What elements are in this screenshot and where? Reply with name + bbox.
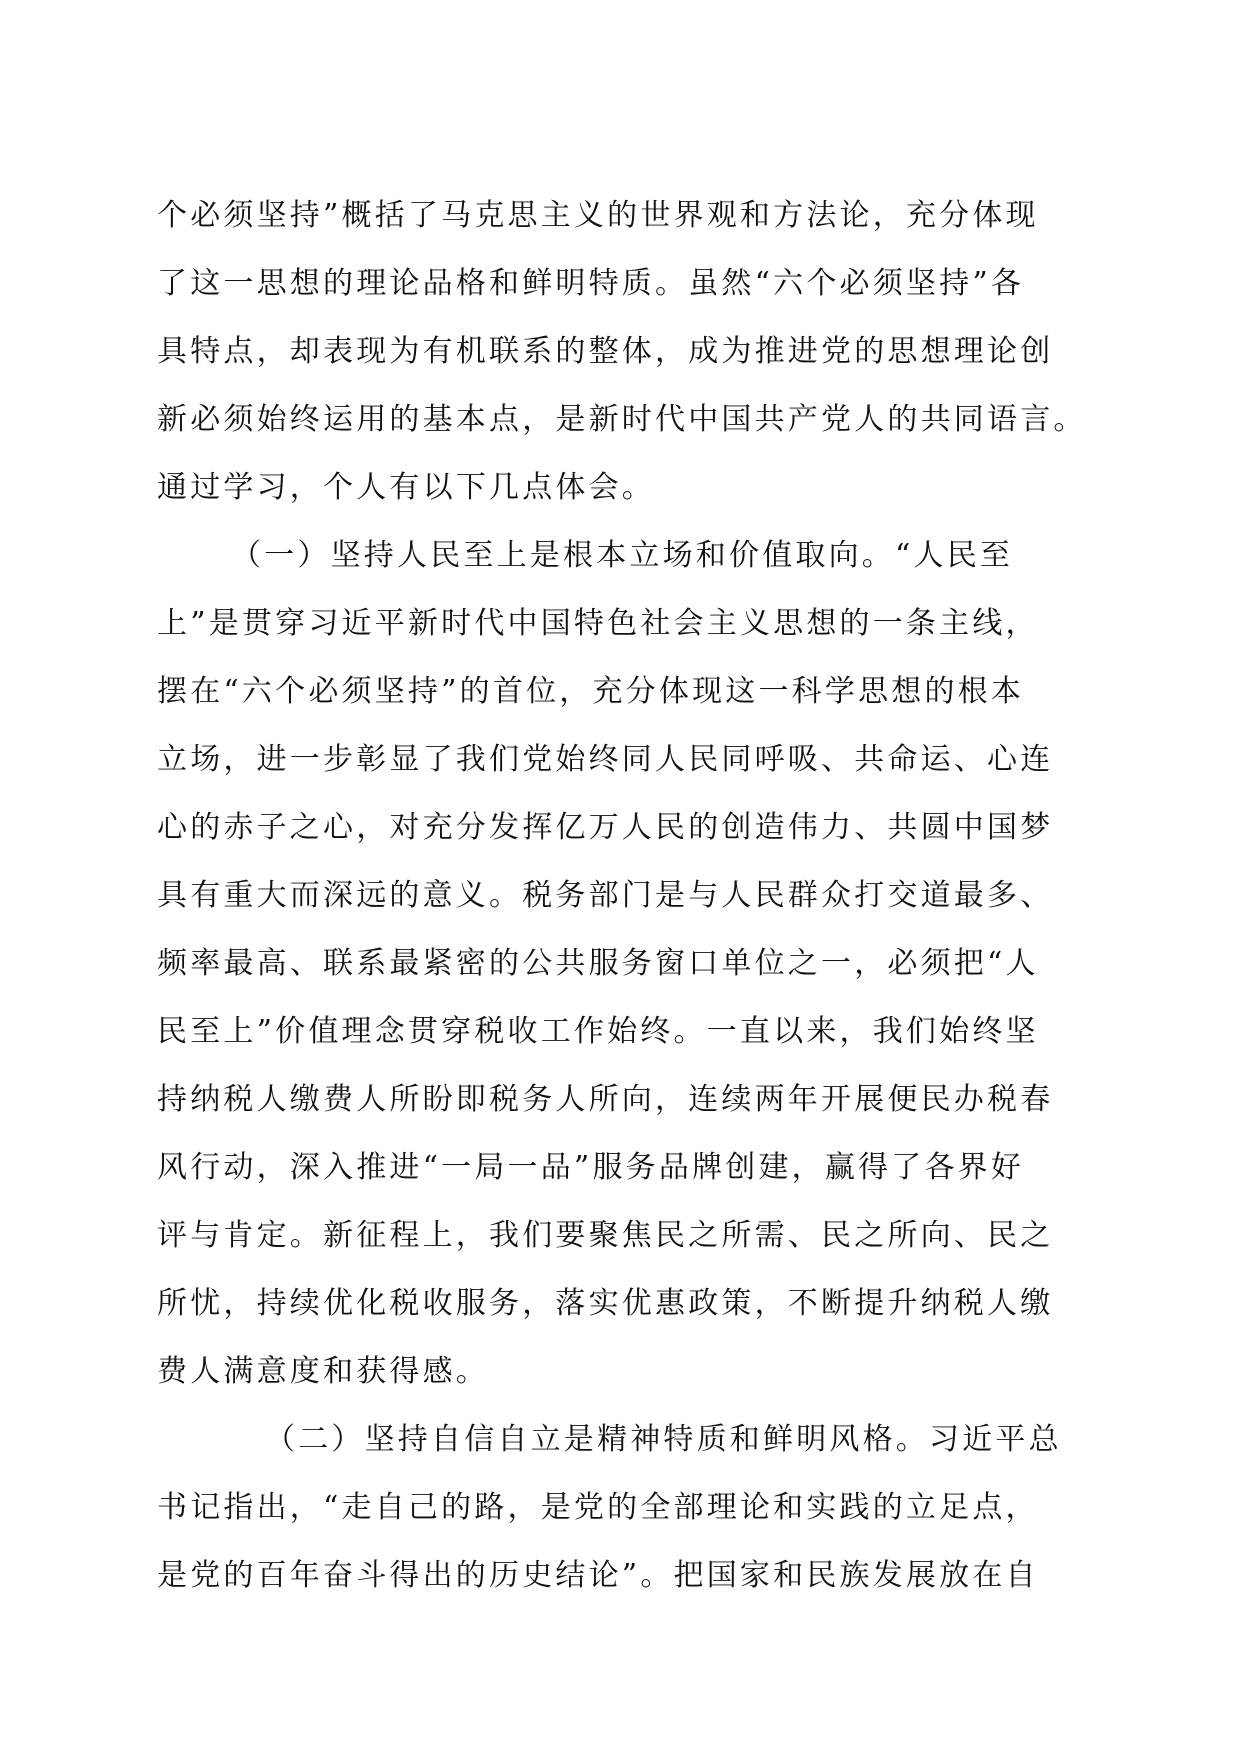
text-line: 摆在“六个必须坚持”的首位，充分体现这一科学思想的根本 xyxy=(157,674,1025,709)
text-line: 频率最高、联系最紧密的公共服务窗口单位之一，必须把“人 xyxy=(157,946,1039,981)
text-line: 风行动，深入推进“一局一品”服务品牌创建，赢得了各界好 xyxy=(157,1150,1025,1185)
text-line: 上”是贯穿习近平新时代中国特色社会主义思想的一条主线， xyxy=(157,606,1039,641)
text-line: 具有重大而深远的意义。税务部门是与人民群众打交道最多、 xyxy=(157,878,1054,913)
text-line: 评与肯定。新征程上，我们要聚焦民之所需、民之所向、民之 xyxy=(157,1218,1054,1253)
text-line: 书记指出，“走自己的路，是党的全部理论和实践的立足点， xyxy=(157,1490,1039,1525)
text-line: 立场，进一步彰显了我们党始终同人民同呼吸、共命运、心连 xyxy=(157,742,1054,777)
text-line: 是党的百年奋斗得出的历史结论”。把国家和民族发展放在自 xyxy=(157,1558,1039,1593)
text-line: 费人满意度和获得感。 xyxy=(157,1354,489,1389)
text-line: 了这一思想的理论品格和鲜明特质。虽然“六个必须坚持”各 xyxy=(157,266,1025,301)
text-line: 民至上”价值理念贯穿税收工作始终。一直以来，我们始终坚 xyxy=(157,1014,1039,1049)
text-line: 新必须始终运用的基本点，是新时代中国共产党人的共同语言。 xyxy=(157,402,1087,437)
text-line: 持纳税人缴费人所盼即税务人所向，连续两年开展便民办税春 xyxy=(157,1082,1054,1117)
text-line: 个必须坚持”概括了马克思主义的世界观和方法论，充分体现 xyxy=(157,198,1039,233)
text-line: 心的赤子之心，对充分发挥亿万人民的创造伟力、共圆中国梦 xyxy=(157,810,1054,845)
section-heading-1: （一）坚持人民至上是根本立场和价值取向。“人民至 xyxy=(231,538,1014,573)
text-line: 通过学习，个人有以下几点体会。 xyxy=(157,470,655,505)
section-heading-2: （二）坚持自信自立是精神特质和鲜明风格。习近平总 xyxy=(265,1422,1062,1457)
text-line: 所忧，持续优化税收服务，落实优惠政策，不断提升纳税人缴 xyxy=(157,1286,1054,1321)
text-line: 具特点，却表现为有机联系的整体，成为推进党的思想理论创 xyxy=(157,334,1054,369)
